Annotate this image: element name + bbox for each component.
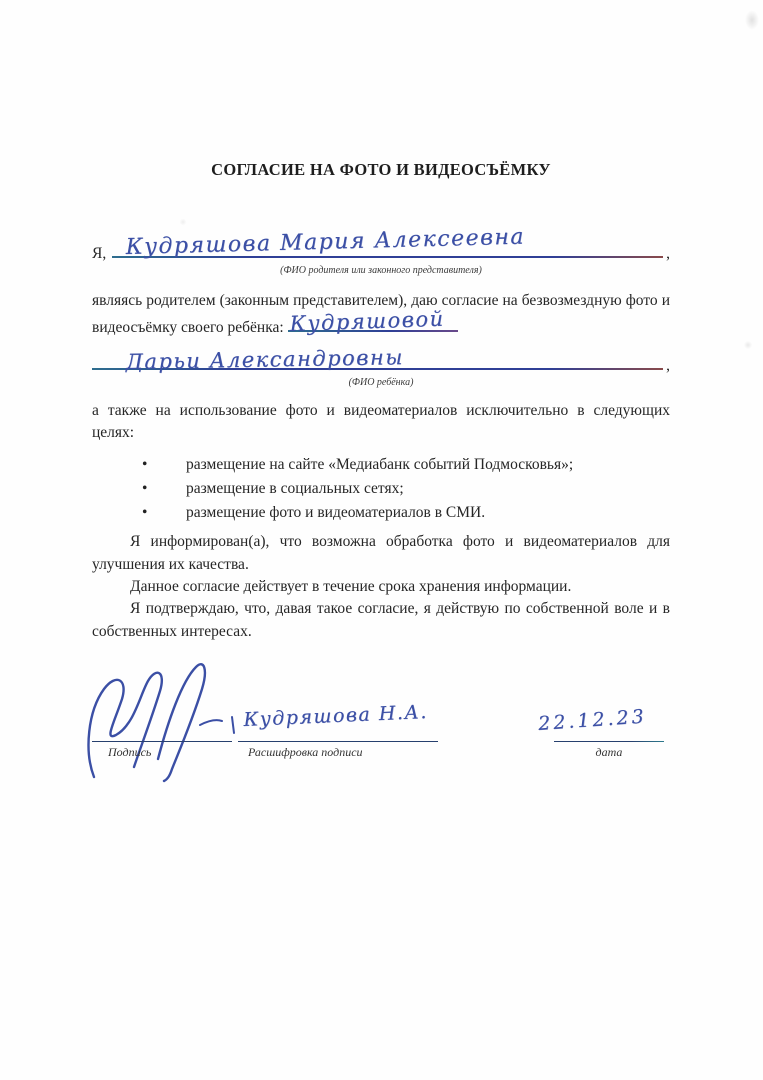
signature-area xyxy=(92,679,670,799)
document-title: СОГЛАСИЕ НА ФОТО И ВИДЕОСЪЁМКУ xyxy=(211,160,551,179)
purpose-list xyxy=(92,453,670,526)
list-item xyxy=(92,501,670,525)
list-item xyxy=(92,453,670,477)
signature-column xyxy=(92,741,232,760)
date-line xyxy=(554,741,664,742)
child-line-comma: , xyxy=(666,356,670,374)
date-caption: дата xyxy=(595,745,623,760)
consent-paragraph xyxy=(92,290,670,340)
child-name-handwriting: Дарьи Александровны xyxy=(125,344,405,374)
bullet-icon: • xyxy=(142,479,148,497)
intro-prefix: Я, xyxy=(92,245,107,262)
child-name-row xyxy=(92,342,670,375)
decryption-line xyxy=(238,741,438,742)
document-body xyxy=(92,160,670,799)
info-paragraph: Я информирован(а), что возможна обработка фото и видеоматериалов для улучшения их качества. xyxy=(92,533,670,573)
list-item-text: размещение в социальных сетях; xyxy=(186,479,404,497)
date-column xyxy=(554,741,664,760)
child-field-caption: (ФИО ребёнка) xyxy=(348,376,414,388)
child-name-field xyxy=(92,342,663,374)
bullet-icon: • xyxy=(142,504,148,522)
purpose-paragraph: а также на использование фото и видеоматериалов исключительно в следующих целях: xyxy=(92,401,670,442)
child-surname-field xyxy=(288,306,458,336)
list-item-text: размещение на сайте «Медиабанк событий Подмосковья»; xyxy=(186,455,574,473)
consent-text: являясь родителем (законным представителем), даю согласие на безвозмездную фото и видеосъёмку своего ребёнка: xyxy=(92,292,670,337)
date-handwriting: 22.12.23 xyxy=(537,705,648,736)
parent-name-handwriting: Кудряшова Мария Алексеевна xyxy=(125,224,526,260)
parent-field-caption: (ФИО родителя или законного представителя) xyxy=(280,265,482,276)
parent-name-row xyxy=(92,226,670,263)
list-item xyxy=(92,477,670,501)
signature-line xyxy=(92,741,232,742)
signature-decryption-handwriting: Кудряшова Н.А. xyxy=(243,701,429,732)
validity-paragraph: Данное согласие действует в течение срока хранения информации. xyxy=(130,578,572,596)
decryption-caption: Расшифровка подписи xyxy=(248,745,363,760)
parent-name-field xyxy=(112,226,663,258)
signature-caption: Подпись xyxy=(108,745,152,760)
parent-line-comma: , xyxy=(666,245,670,262)
child-surname-handwriting: Кудряшовой xyxy=(288,306,445,336)
confirmation-paragraph: Я подтверждаю, что, давая такое согласие, я действую по собственной воле и в собственных интересах. xyxy=(92,600,670,640)
decryption-column xyxy=(238,741,438,760)
list-item-text: размещение фото и видеоматериалов в СМИ. xyxy=(186,504,486,522)
bullet-icon: • xyxy=(142,455,148,473)
